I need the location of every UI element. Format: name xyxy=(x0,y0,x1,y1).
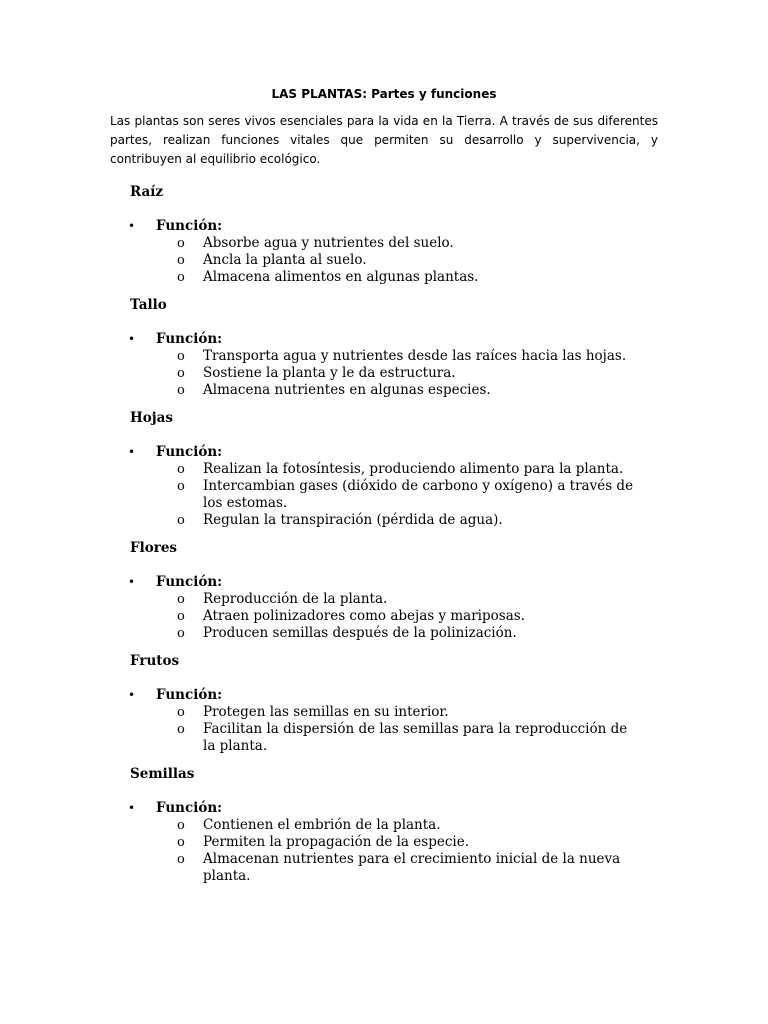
bullet-marker: • xyxy=(128,801,136,815)
list-item-text: Contienen el embrión de la planta. xyxy=(203,817,441,833)
bullet-marker: • xyxy=(128,332,136,346)
function-label: Función: xyxy=(156,800,223,816)
intro-paragraph: Las plantas son seres vivos esenciales para la vida en la Tierra. A través de sus diferentes partes, realizan funciones vitales que permiten su desarrollo y supervivencia, y contribuyen al equilibrio ecológico. xyxy=(110,114,658,166)
sub-bullet-marker: o xyxy=(177,818,185,833)
sub-bullet-marker: o xyxy=(177,253,185,268)
list-item xyxy=(130,461,710,478)
list-item-text: Intercambian gases (dióxido de carbono y oxígeno) a través de los estomas. xyxy=(203,478,634,511)
list-item xyxy=(130,382,710,399)
sub-bullet-marker: o xyxy=(177,626,185,641)
function-label: Función: xyxy=(156,218,223,234)
function-list xyxy=(130,704,710,755)
section-heading: Tallo xyxy=(130,297,167,313)
sub-bullet-marker: o xyxy=(177,592,185,607)
list-item xyxy=(130,608,710,625)
list-item xyxy=(130,721,710,755)
function-list xyxy=(130,348,710,399)
list-item xyxy=(130,704,710,721)
list-item xyxy=(130,625,710,642)
sub-bullet-marker: o xyxy=(177,705,185,720)
function-list xyxy=(130,591,710,642)
section xyxy=(130,296,710,399)
list-item xyxy=(130,478,710,512)
function-list xyxy=(130,817,710,885)
sub-bullet-marker: o xyxy=(177,462,185,477)
function-bullet xyxy=(130,799,710,817)
section xyxy=(130,765,710,885)
list-item-text: Almacena alimentos en algunas plantas. xyxy=(203,269,479,285)
list-item xyxy=(130,851,710,885)
list-item-text: Reproducción de la planta. xyxy=(203,591,388,607)
sub-bullet-marker: o xyxy=(177,236,185,251)
list-item xyxy=(130,365,710,382)
list-item-text: Realizan la fotosíntesis, produciendo alimento para la planta. xyxy=(203,461,624,477)
function-label: Función: xyxy=(156,687,223,703)
list-item xyxy=(130,348,710,365)
list-item-text: Sostiene la planta y le da estructura. xyxy=(203,365,456,381)
list-item-text: Atraen polinizadores como abejas y mariposas. xyxy=(203,608,525,624)
sub-bullet-marker: o xyxy=(177,383,185,398)
bullet-marker: • xyxy=(128,219,136,233)
section xyxy=(130,409,710,529)
sub-bullet-marker: o xyxy=(177,349,185,364)
list-item-text: Transporta agua y nutrientes desde las raíces hacia las hojas. xyxy=(203,348,627,364)
function-bullet xyxy=(130,217,710,235)
list-item-text: Producen semillas después de la polinización. xyxy=(203,625,517,641)
sub-bullet-marker: o xyxy=(177,366,185,381)
section-heading: Flores xyxy=(130,540,178,556)
sub-bullet-marker: o xyxy=(177,722,185,737)
section-heading: Hojas xyxy=(130,410,173,426)
function-bullet xyxy=(130,686,710,704)
list-item-text: Almacena nutrientes en algunas especies. xyxy=(203,382,491,398)
bullet-marker: • xyxy=(128,688,136,702)
sub-bullet-marker: o xyxy=(177,609,185,624)
section xyxy=(130,652,710,755)
list-item xyxy=(130,269,710,286)
sub-bullet-marker: o xyxy=(177,835,185,850)
list-item-text: Protegen las semillas en su interior. xyxy=(203,704,449,720)
function-label: Función: xyxy=(156,331,223,347)
sub-bullet-marker: o xyxy=(177,479,185,494)
sections-container xyxy=(130,183,710,895)
section xyxy=(130,183,710,286)
sub-bullet-marker: o xyxy=(177,270,185,285)
list-item xyxy=(130,235,710,252)
function-bullet xyxy=(130,330,710,348)
list-item-text: Permiten la propagación de la especie. xyxy=(203,834,469,850)
list-item-text: Almacenan nutrientes para el crecimiento inicial de la nueva planta. xyxy=(203,851,621,884)
list-item-text: Facilitan la dispersión de las semillas para la reproducción de la planta. xyxy=(203,721,628,754)
section-heading: Semillas xyxy=(130,766,195,782)
list-item xyxy=(130,512,710,529)
function-bullet xyxy=(130,573,710,591)
list-item xyxy=(130,834,710,851)
function-list xyxy=(130,461,710,529)
section-heading: Raíz xyxy=(130,184,164,200)
function-label: Función: xyxy=(156,574,223,590)
function-list xyxy=(130,235,710,286)
list-item xyxy=(130,252,710,269)
list-item xyxy=(130,591,710,608)
function-bullet xyxy=(130,443,710,461)
list-item-text: Absorbe agua y nutrientes del suelo. xyxy=(203,235,454,251)
section xyxy=(130,539,710,642)
list-item-text: Ancla la planta al suelo. xyxy=(203,252,367,268)
bullet-marker: • xyxy=(128,575,136,589)
document-title: LAS PLANTAS: Partes y funciones xyxy=(271,87,497,101)
sub-bullet-marker: o xyxy=(177,852,185,867)
section-heading: Frutos xyxy=(130,653,180,669)
sub-bullet-marker: o xyxy=(177,513,185,528)
list-item-text: Regulan la transpiración (pérdida de agua). xyxy=(203,512,503,528)
list-item xyxy=(130,817,710,834)
bullet-marker: • xyxy=(128,445,136,459)
function-label: Función: xyxy=(156,444,223,460)
